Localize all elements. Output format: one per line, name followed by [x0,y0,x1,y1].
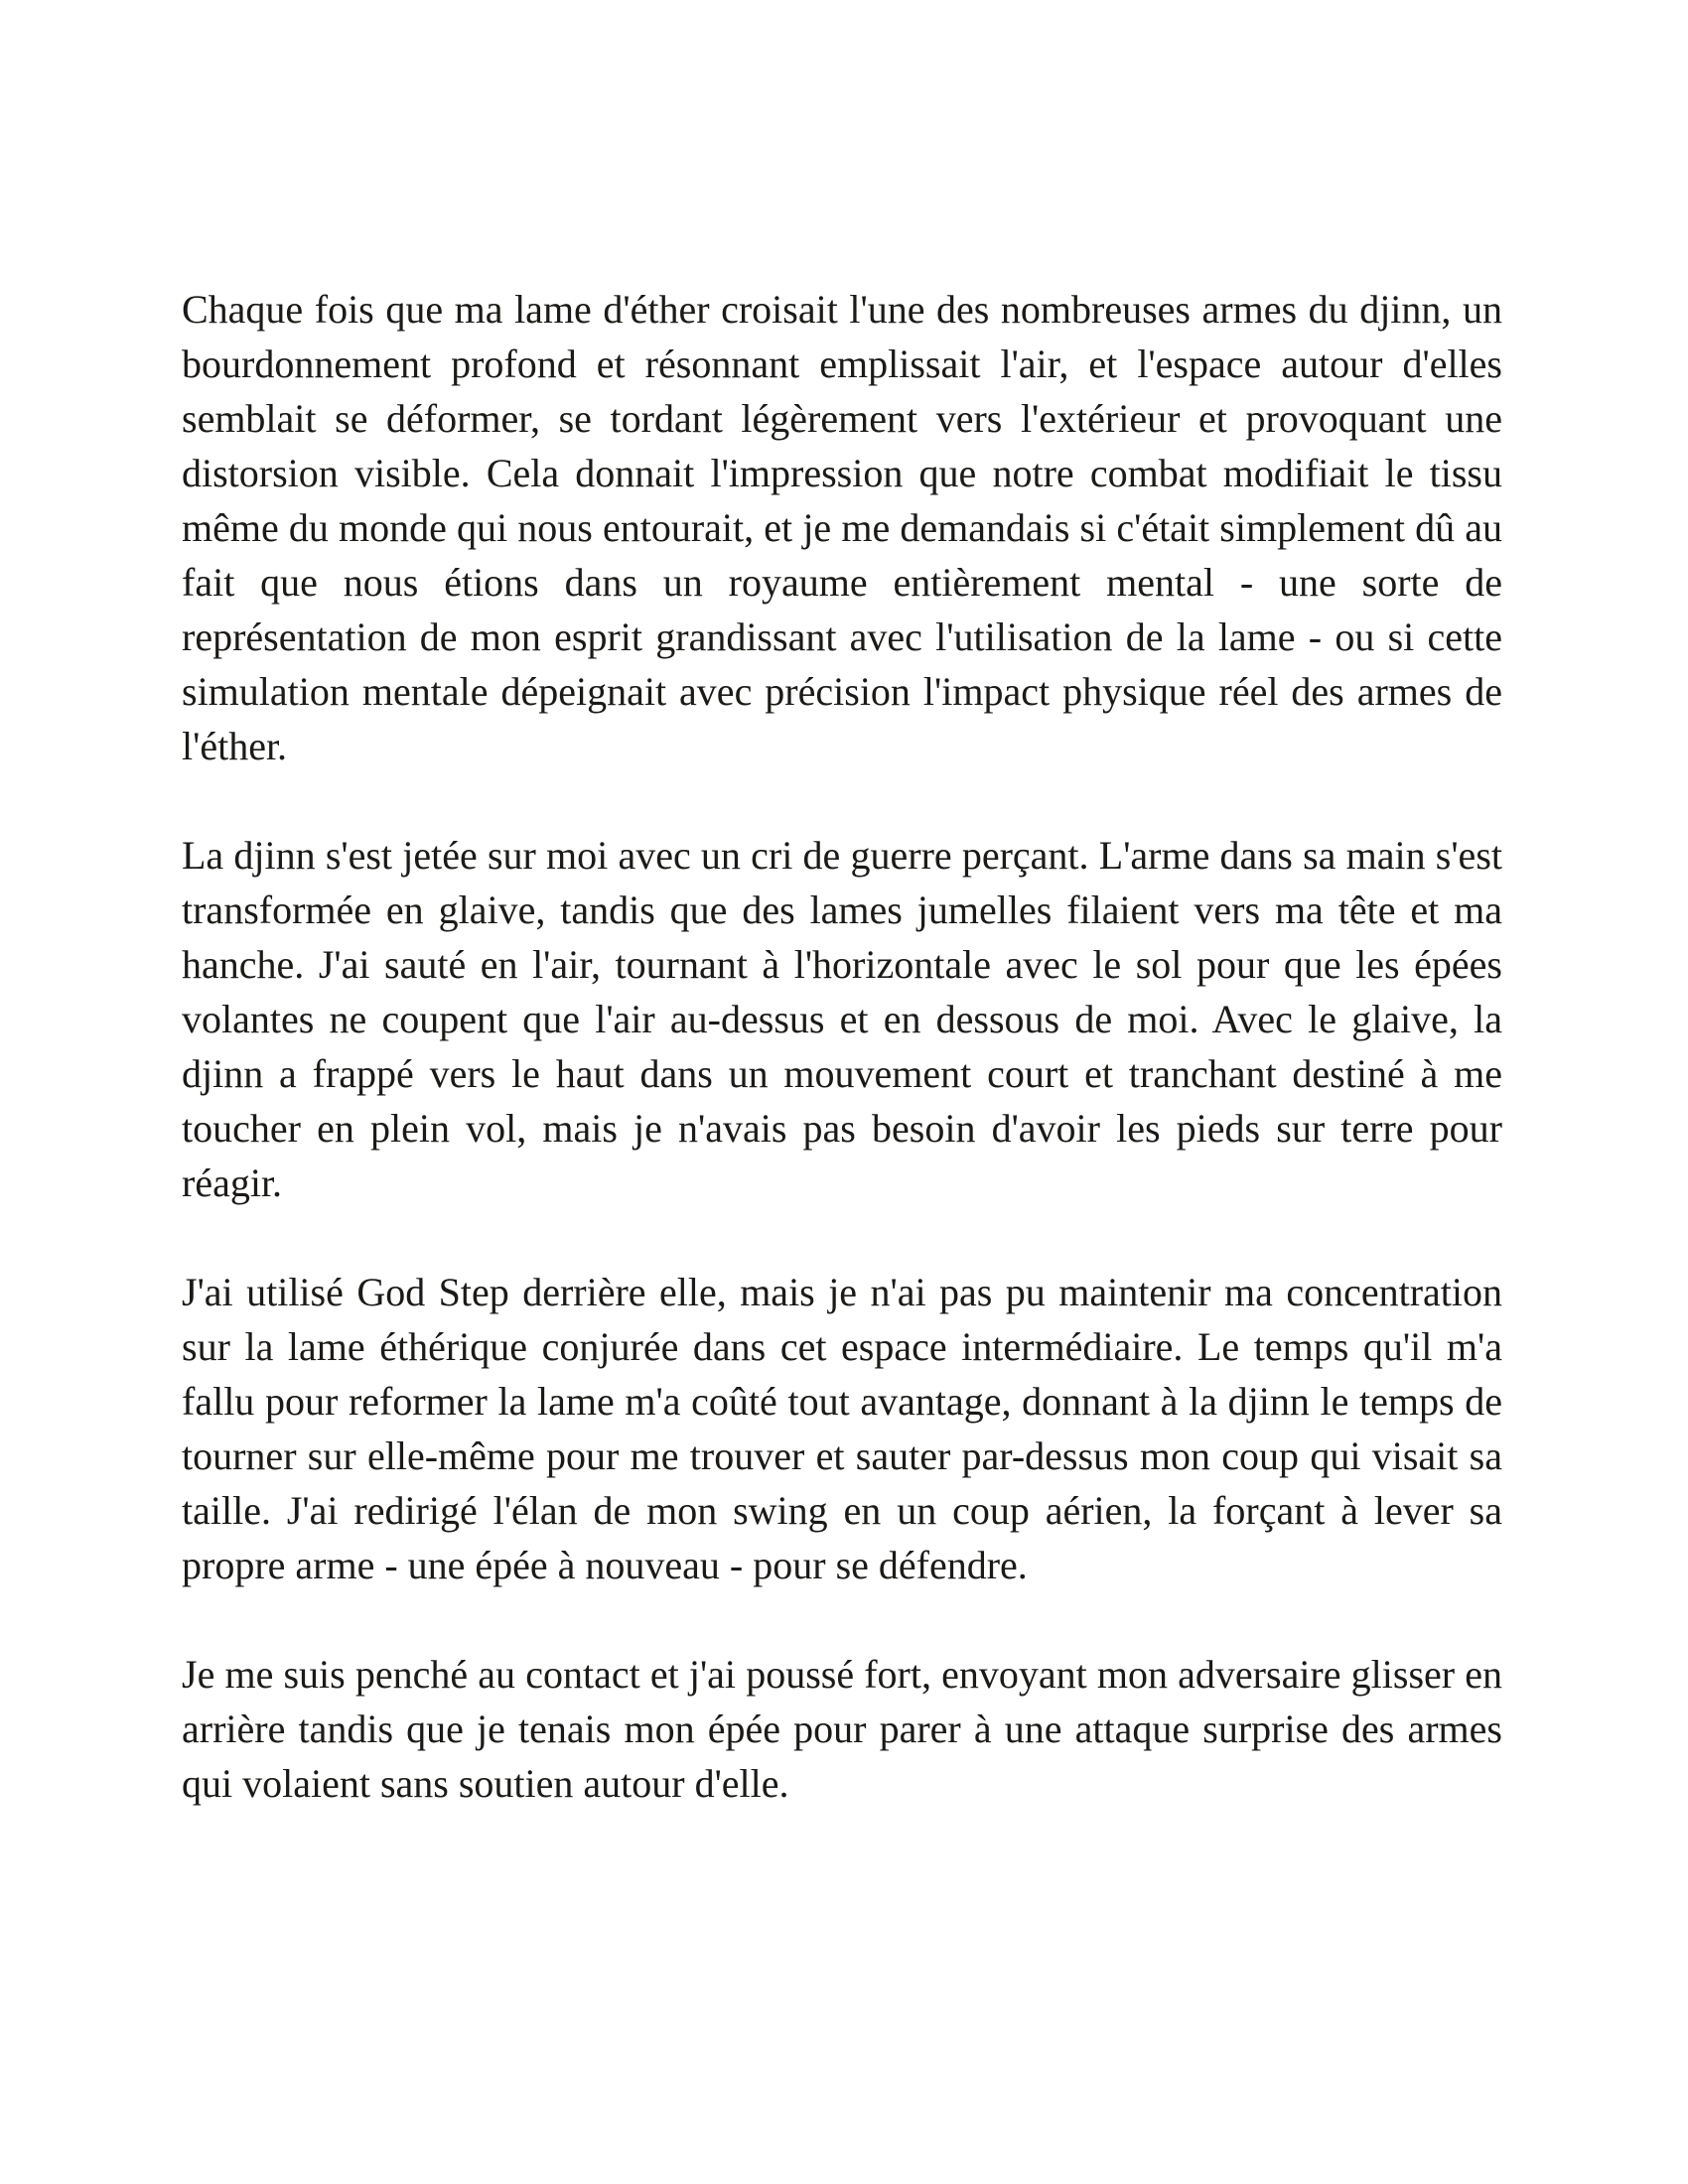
paragraph: Chaque fois que ma lame d'éther croisait l'une des nombreuses armes du djinn, un bourdonnement profond et résonnant emplissait l'air, et l'espace autour d'elles semblait se déformer, se tordant légèrement vers l'extérieur et provoquant une distorsion visible. Cela donnait l'impression que notre combat modifiait le tissu même du monde qui nous entourait, et je me demandais si c'était simplement dû au fait que nous étions dans un royaume entièrement mental - une sorte de représentation de mon esprit grandissant avec l'utilisation de la lame - ou si cette simulation mentale dépeignait avec précision l'impact physique réel des armes de l'éther. [182,287,1502,768]
paragraph: La djinn s'est jetée sur moi avec un cri de guerre perçant. L'arme dans sa main s'est transformée en glaive, tandis que des lames jumelles filaient vers ma tête et ma hanche. J'ai sauté en l'air, tournant à l'horizontale avec le sol pour que les épées volantes ne coupent que l'air au-dessus et en dessous de moi. Avec le glaive, la djinn a frappé vers le haut dans un mouvement court et tranchant destiné à me toucher en plein vol, mais je n'avais pas besoin d'avoir les pieds sur terre pour réagir. [182,833,1502,1205]
document-page [182,282,1502,1811]
paragraph: Je me suis penché au contact et j'ai poussé fort, envoyant mon adversaire glisser en arrière tandis que je tenais mon épée pour parer à une attaque surprise des armes qui volaient sans soutien autour d'elle. [182,1652,1502,1806]
paragraph: J'ai utilisé God Step derrière elle, mais je n'ai pas pu maintenir ma concentration sur la lame éthérique conjurée dans cet espace intermédiaire. Le temps qu'il m'a fallu pour reformer la lame m'a coûté tout avantage, donnant à la djinn le temps de tourner sur elle-même pour me trouver et sauter par-dessus mon coup qui visait sa taille. J'ai redirigé l'élan de mon swing en un coup aérien, la forçant à lever sa propre arme - une épée à nouveau - pour se défendre. [182,1270,1502,1587]
